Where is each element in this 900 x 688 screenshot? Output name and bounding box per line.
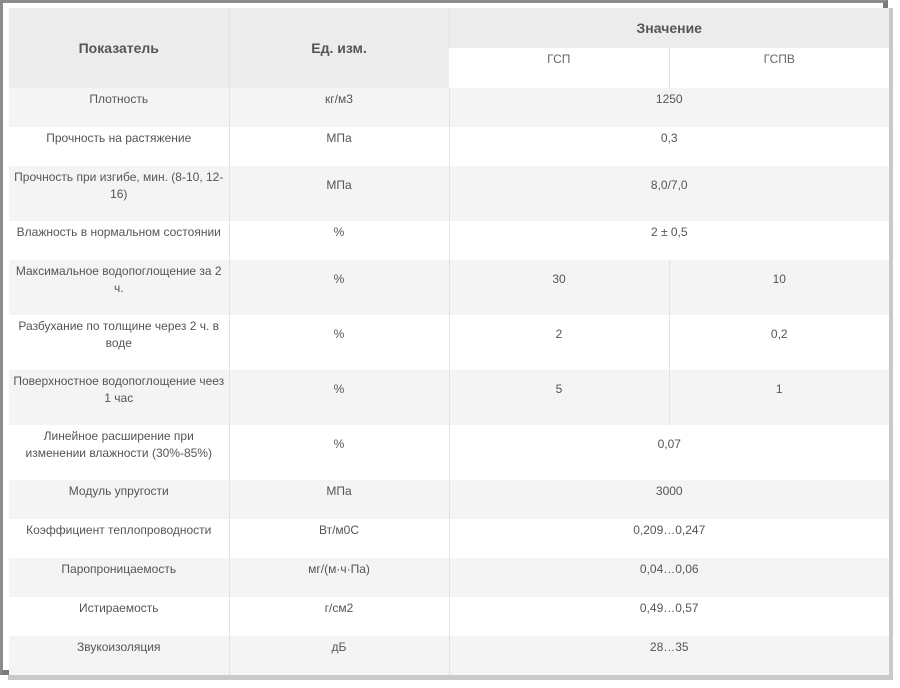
table-row [9,88,889,127]
header-gsp: ГСП [449,48,669,88]
table-row [9,597,889,636]
row-value: 8,0/7,0 [449,166,889,221]
row-name: Истираемость [9,597,229,636]
row-unit: дБ [229,636,449,675]
row-name: Прочность на растяжение [9,127,229,166]
row-name: Линейное расширение при изменении влажности (30%-85%) [9,425,229,480]
properties-table [9,8,889,675]
row-gsp: 2 [449,315,669,370]
table-row [9,558,889,597]
row-value: 1250 [449,88,889,127]
table-row [9,425,889,480]
table-row [9,370,889,425]
table-row [9,127,889,166]
row-unit: % [229,260,449,315]
row-value: 0,49…0,57 [449,597,889,636]
row-unit: мг/(м·ч·Па) [229,558,449,597]
row-unit: % [229,370,449,425]
row-name: Плотность [9,88,229,127]
row-gsp: 5 [449,370,669,425]
row-unit: МПа [229,480,449,519]
row-name: Звукоизоляция [9,636,229,675]
table-row [9,519,889,558]
table-row [9,480,889,519]
row-value: 0,07 [449,425,889,480]
row-gspv: 1 [669,370,889,425]
row-value: 28…35 [449,636,889,675]
table-row [9,166,889,221]
table-row [9,315,889,370]
row-name: Модуль упругости [9,480,229,519]
row-name: Поверхностное водопоглощение чеез 1 час [9,370,229,425]
header-unit: Ед. изм. [229,8,449,88]
row-gspv: 10 [669,260,889,315]
row-name: Разбухание по толщине через 2 ч. в воде [9,315,229,370]
row-unit: % [229,221,449,260]
row-name: Коэффициент теплопроводности [9,519,229,558]
row-name: Максимальное водопоглощение за 2 ч. [9,260,229,315]
table-row [9,221,889,260]
frame-shadow-bottom [8,675,893,680]
row-gsp: 30 [449,260,669,315]
header-indicator: Показатель [9,8,229,88]
row-gspv: 0,2 [669,315,889,370]
row-value: 2 ± 0,5 [449,221,889,260]
table-row [9,260,889,315]
row-value: 0,04…0,06 [449,558,889,597]
row-unit: МПа [229,127,449,166]
row-unit: кг/м3 [229,88,449,127]
row-value: 0,209…0,247 [449,519,889,558]
row-name: Влажность в нормальном состоянии [9,221,229,260]
row-unit: г/см2 [229,597,449,636]
row-value: 0,3 [449,127,889,166]
header-value: Значение [449,8,889,48]
table-row [9,636,889,675]
row-unit: % [229,315,449,370]
row-name: Прочность при изгибе, мин. (8-10, 12-16) [9,166,229,221]
row-unit: % [229,425,449,480]
row-name: Паропроницаемость [9,558,229,597]
header-gspv: ГСПВ [669,48,889,88]
row-unit: Вт/м0С [229,519,449,558]
row-value: 3000 [449,480,889,519]
row-unit: МПа [229,166,449,221]
